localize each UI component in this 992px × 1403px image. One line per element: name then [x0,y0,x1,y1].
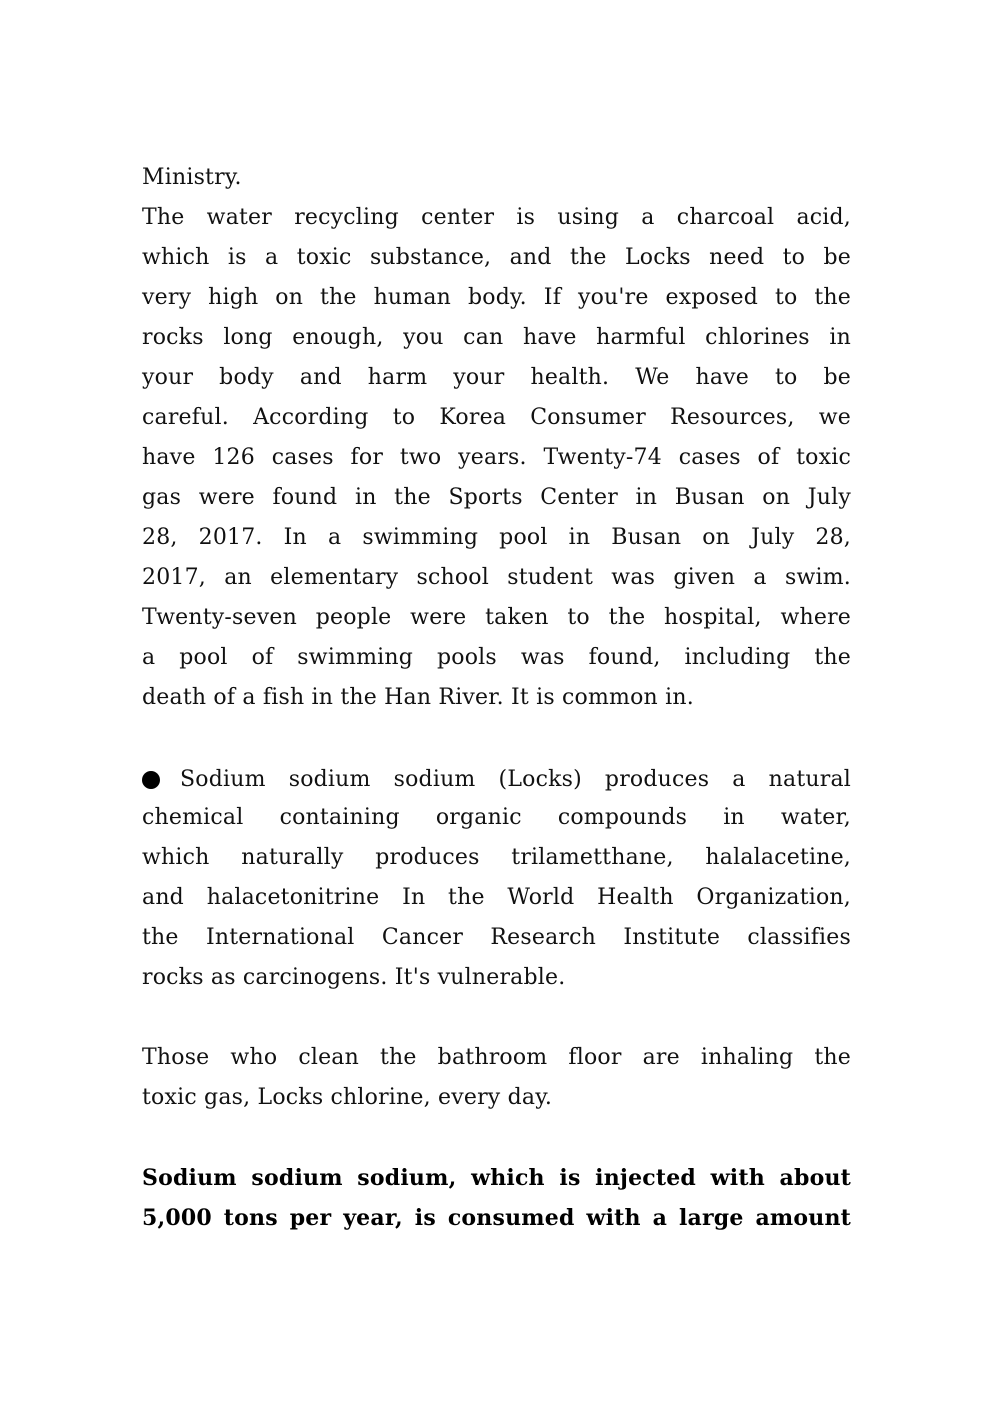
paragraph-spacer [142,1120,851,1160]
text-line: Ministry. [142,165,242,190]
paragraph-sodium-bullet [142,760,851,1000]
text-line: and halacetonitrine In the World Health Organization, [142,885,851,910]
paragraph-sodium-bold [142,1160,851,1240]
text-line: your body and harm your health. We have to be [142,365,851,390]
text-line: 2017, an elementary school student was given a swim. [142,565,851,590]
paragraph-spacer [142,720,851,760]
text-line: death of a fish in the Han River. It is common in. [142,685,694,710]
text-line: Those who clean the bathroom floor are inhaling the [142,1045,851,1070]
text-line: the International Cancer Research Institute classifies [142,925,851,950]
black-circle-bullet-icon [142,771,160,789]
text-line: toxic gas, Locks chlorine, every day. [142,1085,553,1110]
document-body [142,160,851,1240]
text-line: Twenty-seven people were taken to the hospital, where [142,605,851,630]
text-line: Sodium sodium sodium, which is injected with about [142,1165,851,1191]
text-line: 5,000 tons per year, is consumed with a large amount [142,1205,851,1231]
text-line: gas were found in the Sports Center in Busan on July [142,485,851,510]
paragraph-bathroom [142,1040,851,1120]
text-line: very high on the human body. If you're exposed to the [142,285,851,310]
paragraph-spacer [142,1000,851,1040]
paragraph-water-recycling [142,200,851,720]
text-line: The water recycling center is using a charcoal acid, [142,205,851,230]
text-line: Sodium sodium sodium (Locks) produces a natural [180,767,851,792]
text-line: rocks as carcinogens. It's vulnerable. [142,965,566,990]
text-line: chemical containing organic compounds in water, [142,805,851,830]
text-line: careful. According to Korea Consumer Resources, we [142,405,851,430]
text-line: 28, 2017. In a swimming pool in Busan on July 28, [142,525,851,550]
text-line: have 126 cases for two years. Twenty-74 cases of toxic [142,445,851,470]
text-line: which naturally produces trilametthane, halalacetine, [142,845,851,870]
text-line: rocks long enough, you can have harmful chlorines in [142,325,851,350]
text-line: which is a toxic substance, and the Locks need to be [142,245,851,270]
paragraph-ministry [142,160,851,200]
bullet-line [142,760,851,800]
text-line: a pool of swimming pools was found, including the [142,645,851,670]
